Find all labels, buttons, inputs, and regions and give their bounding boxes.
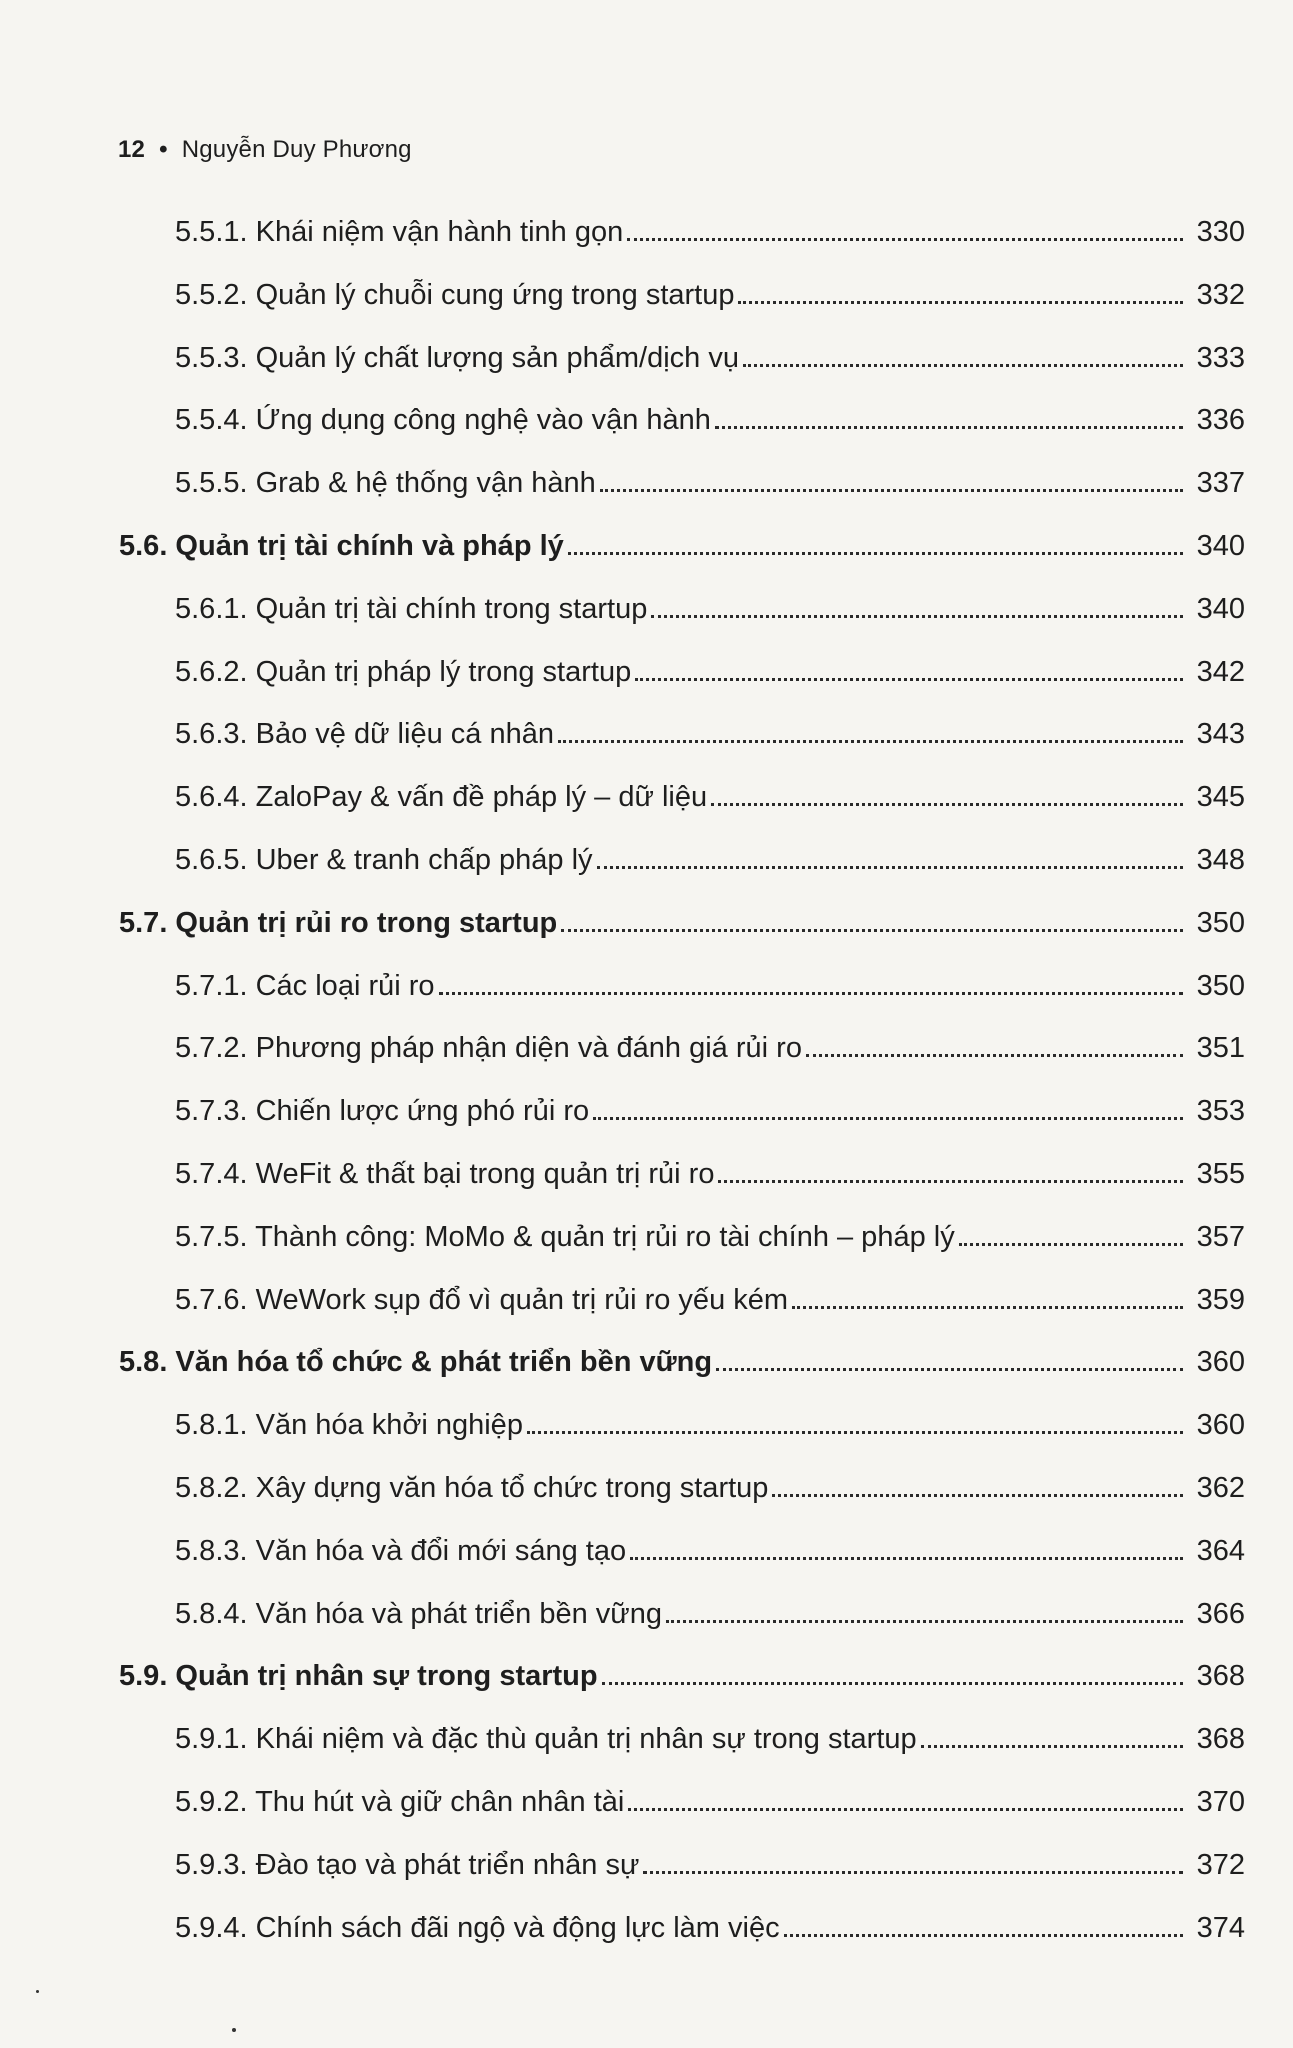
- toc-entry-title: 5.6.4. ZaloPay & vấn đề pháp lý – dữ liệu: [175, 781, 708, 814]
- toc-entry-title: 5.6.1. Quản trị tài chính trong startup: [175, 592, 648, 625]
- toc-section-entry: [119, 897, 1245, 941]
- dot-leader: [651, 615, 1183, 618]
- dot-leader: [439, 992, 1183, 995]
- toc-entry: [175, 583, 1245, 627]
- toc-entry: [175, 332, 1245, 376]
- toc-entry-title: 5.9. Quản trị nhân sự trong startup: [119, 1660, 598, 1693]
- toc-entry-page-number: 336: [1196, 404, 1245, 437]
- dot-leader: [630, 1557, 1183, 1560]
- toc-entry: [175, 1776, 1245, 1820]
- toc-entry-page-number: 359: [1196, 1283, 1245, 1316]
- dot-leader: [627, 238, 1183, 241]
- toc-entry-title: 5.5.3. Quản lý chất lượng sản phẩm/dịch vụ: [175, 341, 739, 374]
- toc-entry-page-number: 357: [1196, 1220, 1245, 1253]
- toc-entry: [175, 960, 1245, 1004]
- header-page-number: 12: [118, 136, 146, 163]
- toc-entry-title: 5.8.4. Văn hóa và phát triển bền vững: [175, 1597, 662, 1630]
- toc-entry-title: 5.7.1. Các loại rủi ro: [175, 969, 435, 1002]
- toc-section-entry: [119, 1336, 1245, 1380]
- dot-leader: [743, 364, 1183, 367]
- toc-entry: [175, 646, 1245, 690]
- toc-entry: [175, 1274, 1245, 1318]
- toc-entry-title: 5.8.1. Văn hóa khởi nghiệp: [175, 1409, 523, 1442]
- toc-entry-title: 5.6.5. Uber & tranh chấp pháp lý: [175, 844, 593, 876]
- toc-entry-page-number: 362: [1196, 1472, 1245, 1504]
- toc-entry: [175, 1462, 1245, 1506]
- toc-entry-page-number: 364: [1196, 1534, 1245, 1567]
- toc-entry-page-number: 351: [1196, 1032, 1245, 1065]
- toc-entry-title: 5.7. Quản trị rủi ro trong startup: [119, 906, 558, 939]
- toc-entry-page-number: 355: [1196, 1158, 1245, 1190]
- toc-entry: [175, 1588, 1245, 1632]
- header-author: Nguyễn Duy Phương: [181, 136, 412, 163]
- toc-entry-page-number: 366: [1196, 1597, 1245, 1630]
- toc-entry-title: 5.7.3. Chiến lược ứng phó rủi ro: [175, 1095, 590, 1128]
- toc-entry: [175, 1085, 1245, 1129]
- toc-entry: [175, 457, 1245, 501]
- dot-leader: [593, 1117, 1183, 1120]
- dot-leader: [716, 1368, 1183, 1371]
- toc-entry-title: 5.7.4. WeFit & thất bại trong quản trị rủi ro: [175, 1158, 715, 1190]
- toc-entry-page-number: 340: [1196, 592, 1245, 625]
- toc-entry-title: 5.7.2. Phương pháp nhận diện và đánh giá rủi ro: [175, 1032, 802, 1065]
- dot-leader: [635, 678, 1183, 681]
- dot-leader: [959, 1243, 1183, 1246]
- toc-entry-title: 5.9.1. Khái niệm và đặc thù quản trị nhân sự trong startup: [175, 1723, 917, 1756]
- toc-entry-title: 5.9.2. Thu hút và giữ chân nhân tài: [175, 1786, 625, 1818]
- toc-entry: [175, 771, 1245, 815]
- toc-section-entry: [119, 1650, 1245, 1694]
- toc-entry-page-number: 374: [1196, 1911, 1245, 1944]
- toc-entry-title: 5.9.4. Chính sách đãi ngộ và động lực làm việc: [175, 1911, 780, 1944]
- toc-entry: [175, 834, 1245, 878]
- toc-entry-page-number: 368: [1196, 1660, 1245, 1693]
- toc-entry: [175, 1148, 1245, 1192]
- toc-entry-page-number: 368: [1196, 1723, 1245, 1756]
- toc-entry: [175, 1399, 1245, 1443]
- toc-entry-page-number: 360: [1196, 1346, 1245, 1379]
- toc-entry-page-number: 333: [1196, 341, 1245, 374]
- toc-entry-page-number: 343: [1196, 718, 1245, 751]
- dot-leader: [600, 489, 1183, 492]
- toc-entry-title: 5.9.3. Đào tạo và phát triển nhân sự: [175, 1848, 640, 1881]
- toc-entry-title: 5.6.2. Quản trị pháp lý trong startup: [175, 655, 632, 688]
- toc-entry: [175, 1902, 1245, 1946]
- dot-leader: [711, 803, 1183, 806]
- dot-leader: [597, 866, 1183, 869]
- toc-entry-page-number: 330: [1196, 216, 1245, 248]
- toc-entry: [175, 1211, 1245, 1255]
- toc-entry: [175, 269, 1245, 313]
- toc-entry: [175, 394, 1245, 438]
- toc-entry: [175, 206, 1245, 250]
- dot-leader: [792, 1306, 1183, 1309]
- toc-entry-page-number: 332: [1196, 278, 1245, 311]
- toc-entry-title: 5.5.5. Grab & hệ thống vận hành: [175, 467, 596, 500]
- toc-entry-page-number: 345: [1196, 781, 1245, 814]
- toc-entry-title: 5.5.1. Khái niệm vận hành tinh gọn: [175, 216, 624, 248]
- dot-leader: [921, 1745, 1183, 1748]
- page-speck: [232, 2028, 236, 2032]
- dot-leader: [527, 1431, 1183, 1434]
- toc-entry: [175, 708, 1245, 752]
- toc-entry: [175, 1525, 1245, 1569]
- toc-section-entry: [119, 520, 1245, 564]
- dot-leader: [806, 1054, 1183, 1057]
- dot-leader: [643, 1871, 1183, 1874]
- toc-entry-page-number: 360: [1196, 1409, 1245, 1442]
- dot-leader: [784, 1934, 1183, 1937]
- toc-entry-title: 5.7.5. Thành công: MoMo & quản trị rủi ro tài chính – pháp lý: [175, 1220, 955, 1253]
- toc-entry-title: 5.5.2. Quản lý chuỗi cung ứng trong startup: [175, 278, 735, 311]
- toc-entry-page-number: 350: [1196, 906, 1245, 939]
- toc-entry-page-number: 370: [1196, 1786, 1245, 1818]
- toc-entry: [175, 1839, 1245, 1883]
- toc-entry-title: 5.6. Quản trị tài chính và pháp lý: [119, 530, 564, 562]
- running-header: [118, 136, 412, 164]
- dot-leader: [718, 1180, 1183, 1183]
- toc-entry: [175, 1022, 1245, 1066]
- toc-entry-page-number: 372: [1196, 1848, 1245, 1881]
- toc-entry-title: 5.5.4. Ứng dụng công nghệ vào vận hành: [175, 404, 711, 437]
- dot-leader: [561, 929, 1183, 932]
- dot-leader: [628, 1808, 1183, 1811]
- toc-entry-title: 5.7.6. WeWork sụp đổ vì quản trị rủi ro yếu kém: [175, 1283, 789, 1316]
- dot-leader: [602, 1682, 1183, 1685]
- dot-leader: [772, 1494, 1183, 1497]
- page-speck: [36, 1990, 39, 1993]
- dot-leader: [738, 301, 1183, 304]
- dot-leader: [558, 740, 1183, 743]
- dot-leader: [715, 426, 1183, 429]
- toc-entry-page-number: 340: [1196, 530, 1245, 562]
- toc-entry-page-number: 337: [1196, 467, 1245, 500]
- header-separator: •: [159, 136, 168, 163]
- toc-entry-page-number: 342: [1196, 655, 1245, 688]
- dot-leader: [568, 552, 1183, 555]
- toc-entry: [175, 1713, 1245, 1757]
- toc-entry-title: 5.6.3. Bảo vệ dữ liệu cá nhân: [175, 718, 554, 751]
- toc-entry-title: 5.8.2. Xây dựng văn hóa tổ chức trong startup: [175, 1472, 769, 1504]
- toc-entry-title: 5.8. Văn hóa tổ chức & phát triển bền vững: [119, 1346, 713, 1379]
- dot-leader: [666, 1620, 1183, 1623]
- toc-entry-title: 5.8.3. Văn hóa và đổi mới sáng tạo: [175, 1534, 627, 1567]
- toc-entry-page-number: 350: [1196, 969, 1245, 1002]
- toc-entry-page-number: 348: [1196, 844, 1245, 876]
- toc-entry-page-number: 353: [1196, 1095, 1245, 1128]
